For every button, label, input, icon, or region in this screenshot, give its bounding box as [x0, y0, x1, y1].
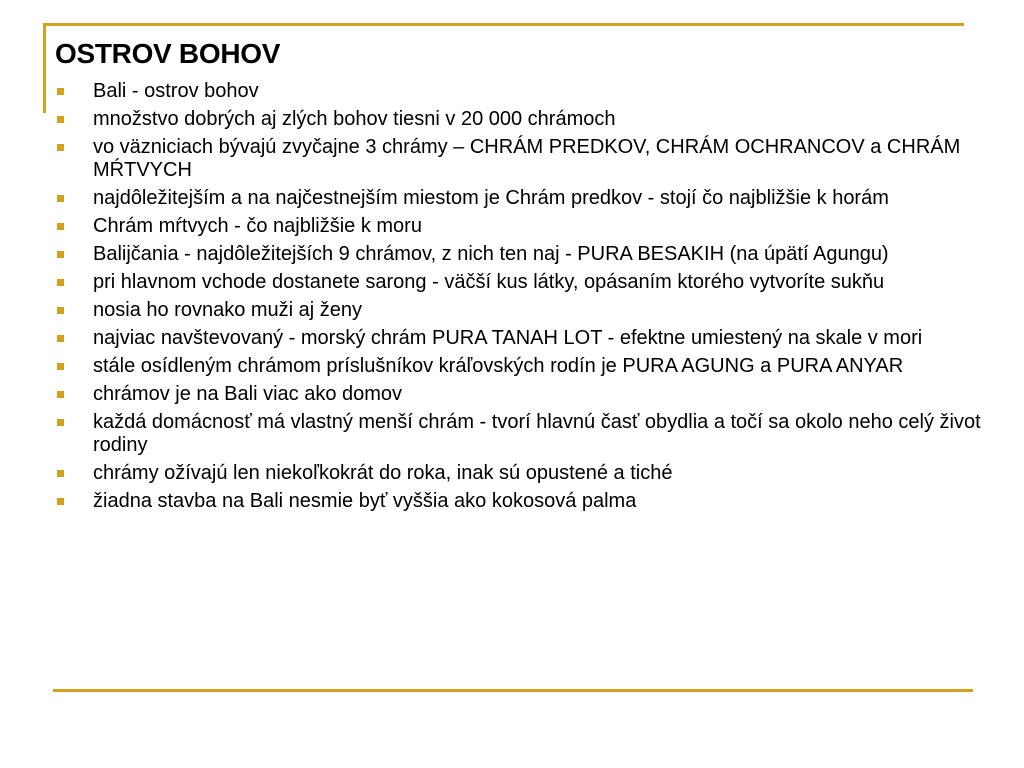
square-bullet-icon — [57, 195, 64, 202]
list-item-text: stále osídleným chrámom príslušníkov kráľovských rodín je PURA AGUNG a PURA ANYAR — [93, 355, 904, 377]
list-item-text: najdôležitejším a na najčestnejším miestom je Chrám predkov - stojí čo najbližšie k horám — [93, 187, 889, 209]
list-item-text: najviac navštevovaný - morský chrám PURA TANAH LOT - efektne umiestený na skale v mori — [93, 327, 923, 349]
list-item — [55, 299, 1005, 322]
list-item-text: vo väzniciach bývajú zvyčajne 3 chrámy – CHRÁM PREDKOV, CHRÁM OCHRANCOV a CHRÁM MŔTVYCH — [93, 136, 961, 181]
square-bullet-icon — [57, 470, 64, 477]
list-item — [55, 462, 1005, 485]
list-item-text: množstvo dobrých aj zlých bohov tiesni v 20 000 chrámoch — [93, 108, 616, 130]
list-item-text: chrámov je na Bali viac ako domov — [93, 383, 403, 405]
list-item — [55, 215, 1005, 238]
square-bullet-icon — [57, 363, 64, 370]
list-item — [55, 108, 1005, 131]
square-bullet-icon — [57, 307, 64, 314]
square-bullet-icon — [57, 391, 64, 398]
list-item-text: Bali - ostrov bohov — [93, 80, 259, 102]
list-item — [55, 187, 1005, 210]
list-item-text: Chrám mŕtvych - čo najbližšie k moru — [93, 215, 422, 237]
square-bullet-icon — [57, 116, 64, 123]
top-accent-rule — [43, 23, 964, 26]
list-item — [55, 243, 1005, 266]
list-item — [55, 411, 1005, 457]
list-item — [55, 80, 1005, 103]
slide-title: OSTROV BOHOV — [55, 38, 281, 69]
square-bullet-icon — [57, 335, 64, 342]
square-bullet-icon — [57, 251, 64, 258]
list-item-text: každá domácnosť má vlastný menší chrám - tvorí hlavnú časť obydlia a točí sa okolo neho celý život rodiny — [93, 411, 981, 456]
list-item — [55, 136, 1005, 182]
list-item-text: žiadna stavba na Bali nesmie byť vyššia ako kokosová palma — [93, 490, 637, 512]
bottom-accent-rule — [53, 689, 973, 692]
list-item-text: Balijčania - najdôležitejších 9 chrámov, z nich ten naj - PURA BESAKIH (na úpätí Agungu) — [93, 243, 889, 265]
list-item-text: nosia ho rovnako muži aj ženy — [93, 299, 363, 321]
square-bullet-icon — [57, 419, 64, 426]
list-item — [55, 490, 1005, 513]
square-bullet-icon — [57, 144, 64, 151]
list-item — [55, 355, 1005, 378]
left-accent-rule — [43, 23, 46, 113]
list-item — [55, 271, 1005, 294]
bullet-list — [55, 80, 1005, 518]
list-item-text: pri hlavnom vchode dostanete sarong - väčší kus látky, opásaním ktorého vytvoríte sukňu — [93, 271, 885, 293]
list-item-text: chrámy ožívajú len niekoľkokrát do roka, inak sú opustené a tiché — [93, 462, 673, 484]
list-item — [55, 383, 1005, 406]
square-bullet-icon — [57, 88, 64, 95]
square-bullet-icon — [57, 223, 64, 230]
square-bullet-icon — [57, 279, 64, 286]
square-bullet-icon — [57, 498, 64, 505]
list-item — [55, 327, 1005, 350]
